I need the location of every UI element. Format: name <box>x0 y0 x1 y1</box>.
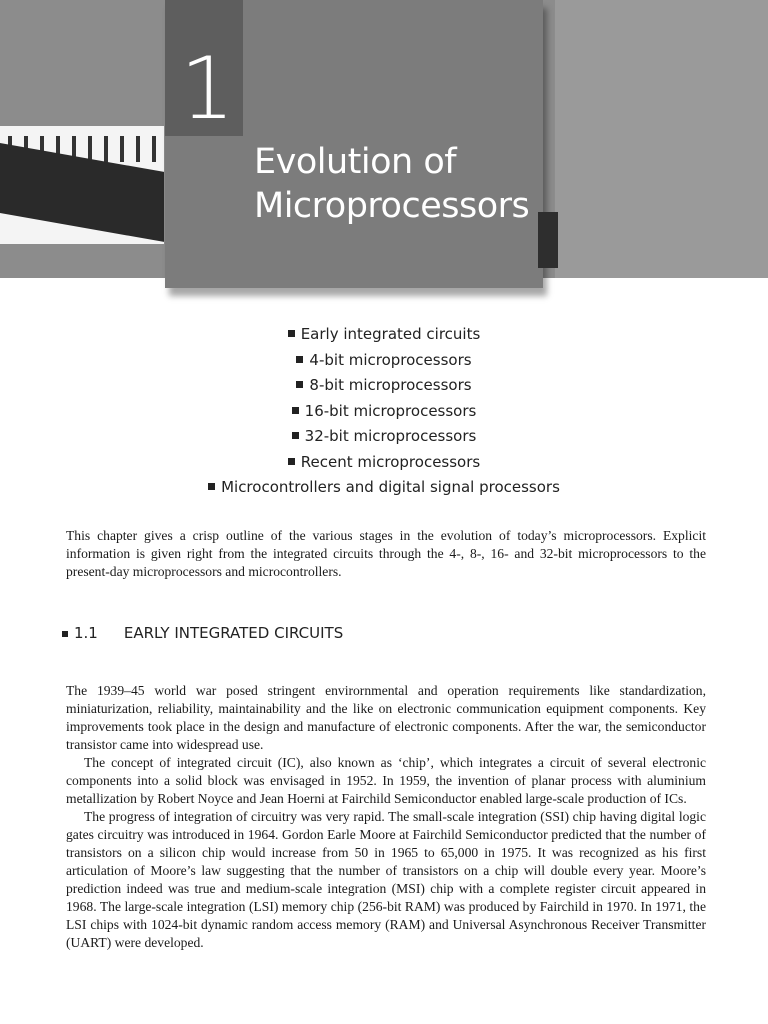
body-paragraph: The 1939–45 world war posed stringent envirornmental and operation requirements like standardization, miniaturization, reliability, maintainability and the like on electronic communication equipment components. Key improvements took place in the design and manufacture of electronic components. After the war, the semiconductor transistor came into widespread use. <box>66 683 706 752</box>
bullet-square-icon <box>208 483 215 490</box>
topic-item: Microcontrollers and digital signal processors <box>0 475 768 501</box>
bullet-square-icon <box>292 432 299 439</box>
topic-item: 16-bit microprocessors <box>0 399 768 425</box>
bullet-square-icon <box>296 356 303 363</box>
section-heading <box>62 624 343 642</box>
chapter-intro: This chapter gives a crisp outline of the various stages in the evolution of today’s microprocessors. Explicit information is given right from the integrated circuits through the 4-, 8-, 16- and 32-bit microprocessors to the present-day microprocessors and microcontrollers. <box>66 528 706 579</box>
section-title: EARLY INTEGRATED CIRCUITS <box>123 624 344 642</box>
bullet-square-icon <box>288 330 295 337</box>
bullet-square-icon <box>288 458 295 465</box>
section-number: 1.1 <box>74 624 98 642</box>
chapter-title <box>254 140 544 228</box>
section-body <box>66 682 706 952</box>
bullet-square-icon <box>292 407 299 414</box>
chapter-number: 1 <box>180 39 235 139</box>
chip-image <box>0 126 164 244</box>
chapter-title-line1: Evolution of <box>254 142 457 182</box>
chapter-topics-list <box>0 322 768 501</box>
bullet-square-icon <box>296 381 303 388</box>
body-paragraph: The progress of integration of circuitry was very rapid. The small-scale integration (SSI) chip having digital logic gates circuitry was introduced in 1964. Gordon Earle Moore at Fairchild Semiconductor predicted that the number of transistors on a silicon chip would increase from 50 in 1965 to 65,000 in 1975. It was recognized as his first articulation of Moore’s law suggesting that the number of transistors on a chip will double every year. Moore’s prediction indeed was true and medium-scale integration (MSI) chip with a complete register circuit appeared in 1968. The large-scale integration (LSI) memory chip (256-bit RAM) was produced by Fairchild in 1970. In 1971, the LSI chips with 1024-bit dynamic random access memory (RAM) and Universal Asynchronous Receiver Transmitter (UART) were developed. <box>66 809 706 950</box>
section-bullet-icon <box>62 631 68 637</box>
topic-item: 4-bit microprocessors <box>0 348 768 374</box>
topic-item: 32-bit microprocessors <box>0 424 768 450</box>
chapter-title-line2: Microprocessors <box>254 186 530 226</box>
topic-item: Recent microprocessors <box>0 450 768 476</box>
body-paragraph: The concept of integrated circuit (IC), also known as ‘chip’, which integrates a circuit of several electronic components into a solid block was envisaged in 1952. In 1959, the invention of planar process with aluminium metallization by Robert Noyce and Jean Hoerni at Fairchild Semiconductor enabled large-scale production of ICs. <box>66 755 706 806</box>
banner-right-panel <box>555 0 768 278</box>
topic-item: 8-bit microprocessors <box>0 373 768 399</box>
topic-item: Early integrated circuits <box>0 322 768 348</box>
